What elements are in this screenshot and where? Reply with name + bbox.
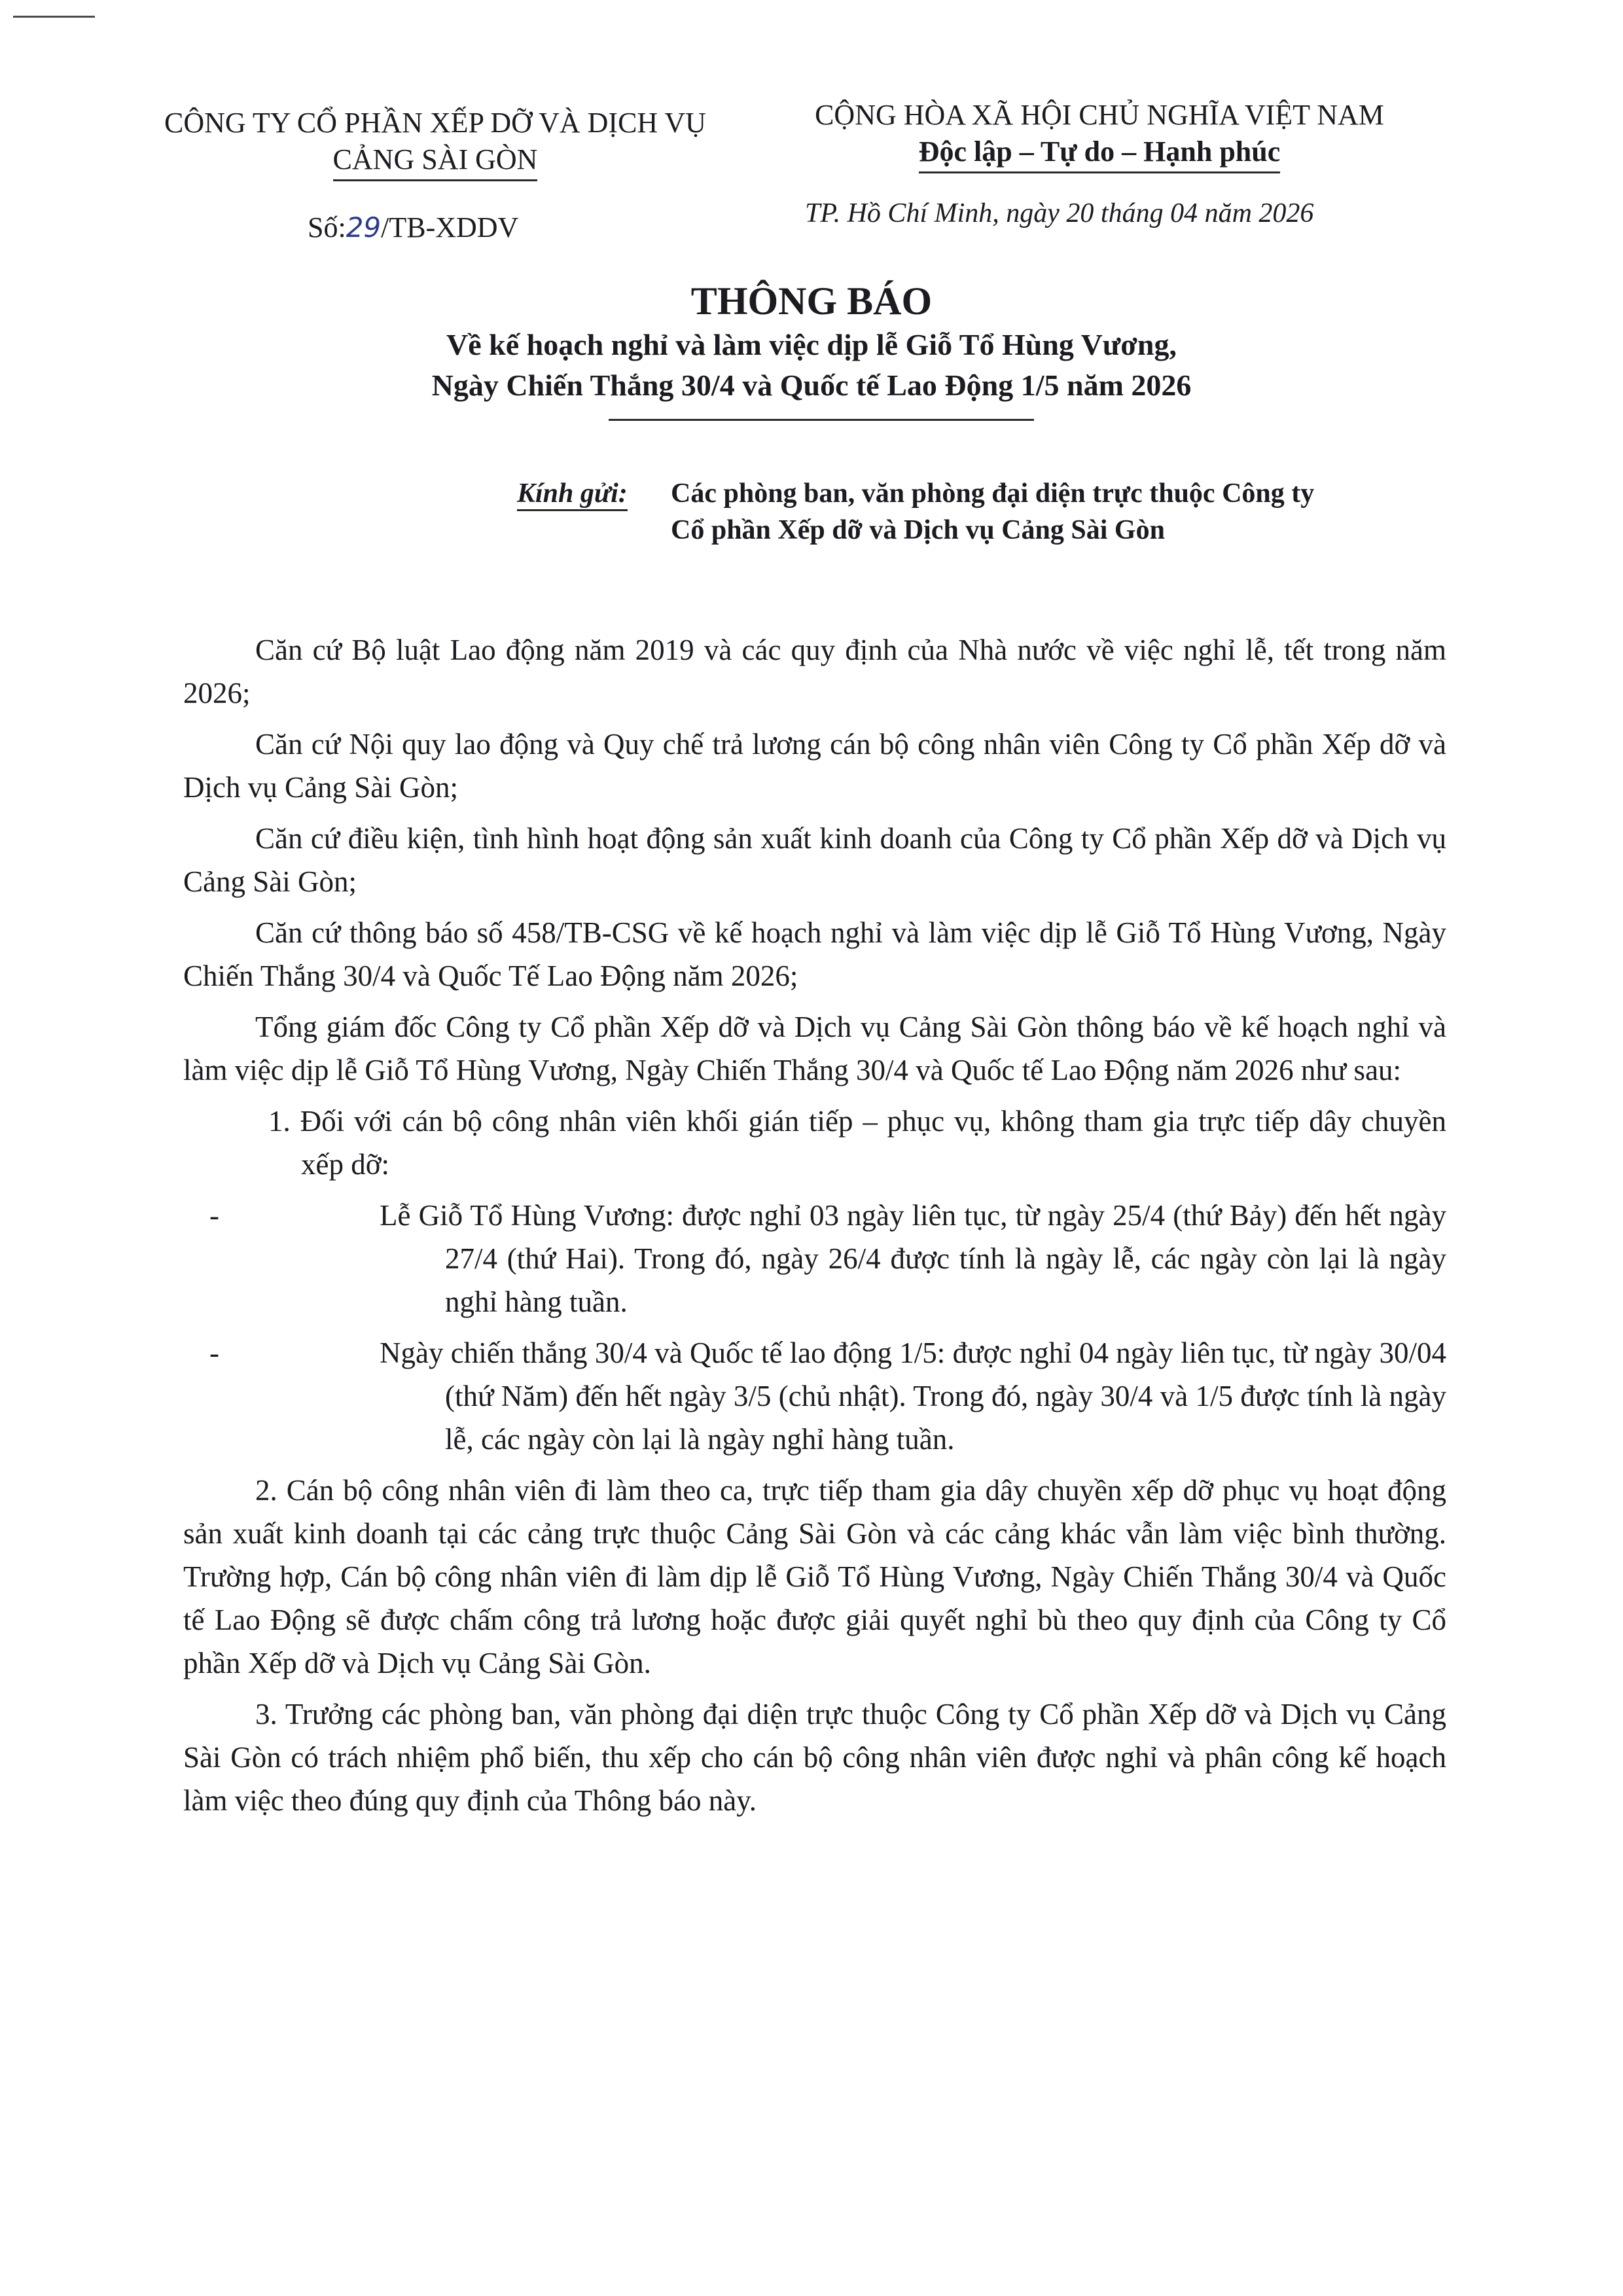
national-header [759, 97, 1440, 173]
legal-basis-1: Căn cứ Bộ luật Lao động năm 2019 và các quy định của Nhà nước về việc nghỉ lễ, tết trong năm 2026; [183, 634, 1446, 709]
ref-number: 29 [346, 211, 382, 243]
ref-prefix: Số: [308, 211, 346, 243]
company-name: CÔNG TY CỔ PHẦN XẾP DỠ VÀ DỊCH VỤ [164, 107, 706, 139]
document-body [183, 628, 1446, 1830]
document-subtitle [0, 325, 1623, 406]
legal-basis-4: Căn cứ thông báo số 458/TB-CSG về kế hoạch nghỉ và làm việc dịp lễ Giỗ Tổ Hùng Vương, Ngày Chiến Thắng 30/4 và Quốc Tế Lao Động năm 2026; [183, 916, 1446, 992]
item-1a [209, 1194, 1446, 1323]
dash-bullet: - [209, 1336, 219, 1369]
document-title: THÔNG BÁO [690, 279, 933, 323]
item-3: 3. Trưởng các phòng ban, văn phòng đại diện trực thuộc Công ty Cổ phần Xếp dỡ và Dịch vụ Cảng Sài Gòn có trách nhiệm phổ biến, thu xếp cho cán bộ công nhân viên được nghỉ và phân công kế hoạch làm việc theo đúng quy định của Thông báo này. [183, 1698, 1446, 1817]
document-date: TP. Hồ Chí Minh, ngày 20 tháng 04 năm 2026 [805, 198, 1314, 228]
dash-bullet: - [209, 1199, 219, 1232]
item-1b-text: Ngày chiến thắng 30/4 và Quốc tế lao động 1/5: được nghỉ 04 ngày liên tục, từ ngày 30/04 (thứ Năm) đến hết ngày 3/5 (chủ nhật). Trong đó, ngày 30/4 và 1/5 được tính là ngày lễ, các ngày còn lại là ngày nghỉ hàng tuần. [380, 1336, 1446, 1456]
recipient-label: Kính gửi: [517, 478, 628, 511]
title-underline [609, 419, 1034, 421]
ref-suffix: /TB-XDDV [381, 211, 519, 243]
document-reference [308, 211, 518, 244]
national-title: CỘNG HÒA XÃ HỘI CHỦ NGHĨA VIỆT NAM [815, 99, 1384, 131]
company-name-line2: CẢNG SÀI GÒN [333, 141, 538, 181]
subtitle-line2: Ngày Chiến Thắng 30/4 và Quốc tế Lao Động 1/5 năm 2026 [431, 368, 1192, 402]
company-header [118, 105, 753, 181]
item-1: 1. Đối với cán bộ công nhân viên khối gián tiếp – phục vụ, không tham gia trực tiếp dây chuyền xếp dỡ: [268, 1105, 1446, 1181]
legal-basis-3: Căn cứ điều kiện, tình hình hoạt động sản xuất kinh doanh của Công ty Cổ phần Xếp dỡ và Dịch vụ Cảng Sài Gòn; [183, 822, 1446, 898]
announcement-intro: Tổng giám đốc Công ty Cổ phần Xếp dỡ và Dịch vụ Cảng Sài Gòn thông báo về kế hoạch nghỉ và làm việc dịp lễ Giỗ Tổ Hùng Vương, Ngày Chiến Thắng 30/4 và Quốc tế Lao Động năm 2026 như sau: [183, 1011, 1446, 1086]
item-1b [209, 1331, 1446, 1461]
scan-artifact-line [13, 16, 95, 18]
recipient-text: Các phòng ban, văn phòng đại diện trực thuộc Công ty Cổ phần Xếp dỡ và Dịch vụ Cảng Sài Gòn [671, 478, 1315, 545]
item-2: 2. Cán bộ công nhân viên đi làm theo ca, trực tiếp tham gia dây chuyền xếp dỡ phục vụ hoạt động sản xuất kinh doanh tại các cảng trực thuộc Cảng Sài Gòn và các cảng khác vẫn làm việc bình thường. Trường hợp, Cán bộ công nhân viên đi làm dịp lễ Giỗ Tổ Hùng Vương, Ngày Chiến Thắng 30/4 và Quốc tế Lao Động sẽ được chấm công trả lương hoặc được giải quyết nghỉ bù theo quy định của Công ty Cổ phần Xếp dỡ và Dịch vụ Cảng Sài Gòn. [183, 1474, 1446, 1679]
legal-basis-2: Căn cứ Nội quy lao động và Quy chế trả lương cán bộ công nhân viên Công ty Cổ phần Xếp dỡ và Dịch vụ Cảng Sài Gòn; [183, 728, 1446, 804]
subtitle-line1: Về kế hoạch nghỉ và làm việc dịp lễ Giỗ Tổ Hùng Vương, [446, 328, 1177, 361]
national-motto: Độc lập – Tự do – Hạnh phúc [919, 134, 1281, 173]
item-1a-text: Lễ Giỗ Tổ Hùng Vương: được nghỉ 03 ngày liên tục, từ ngày 25/4 (thứ Bảy) đến hết ngày 27/4 (thứ Hai). Trong đó, ngày 26/4 được tính là ngày lễ, các ngày còn lại là ngày nghỉ hàng tuần. [380, 1199, 1446, 1318]
